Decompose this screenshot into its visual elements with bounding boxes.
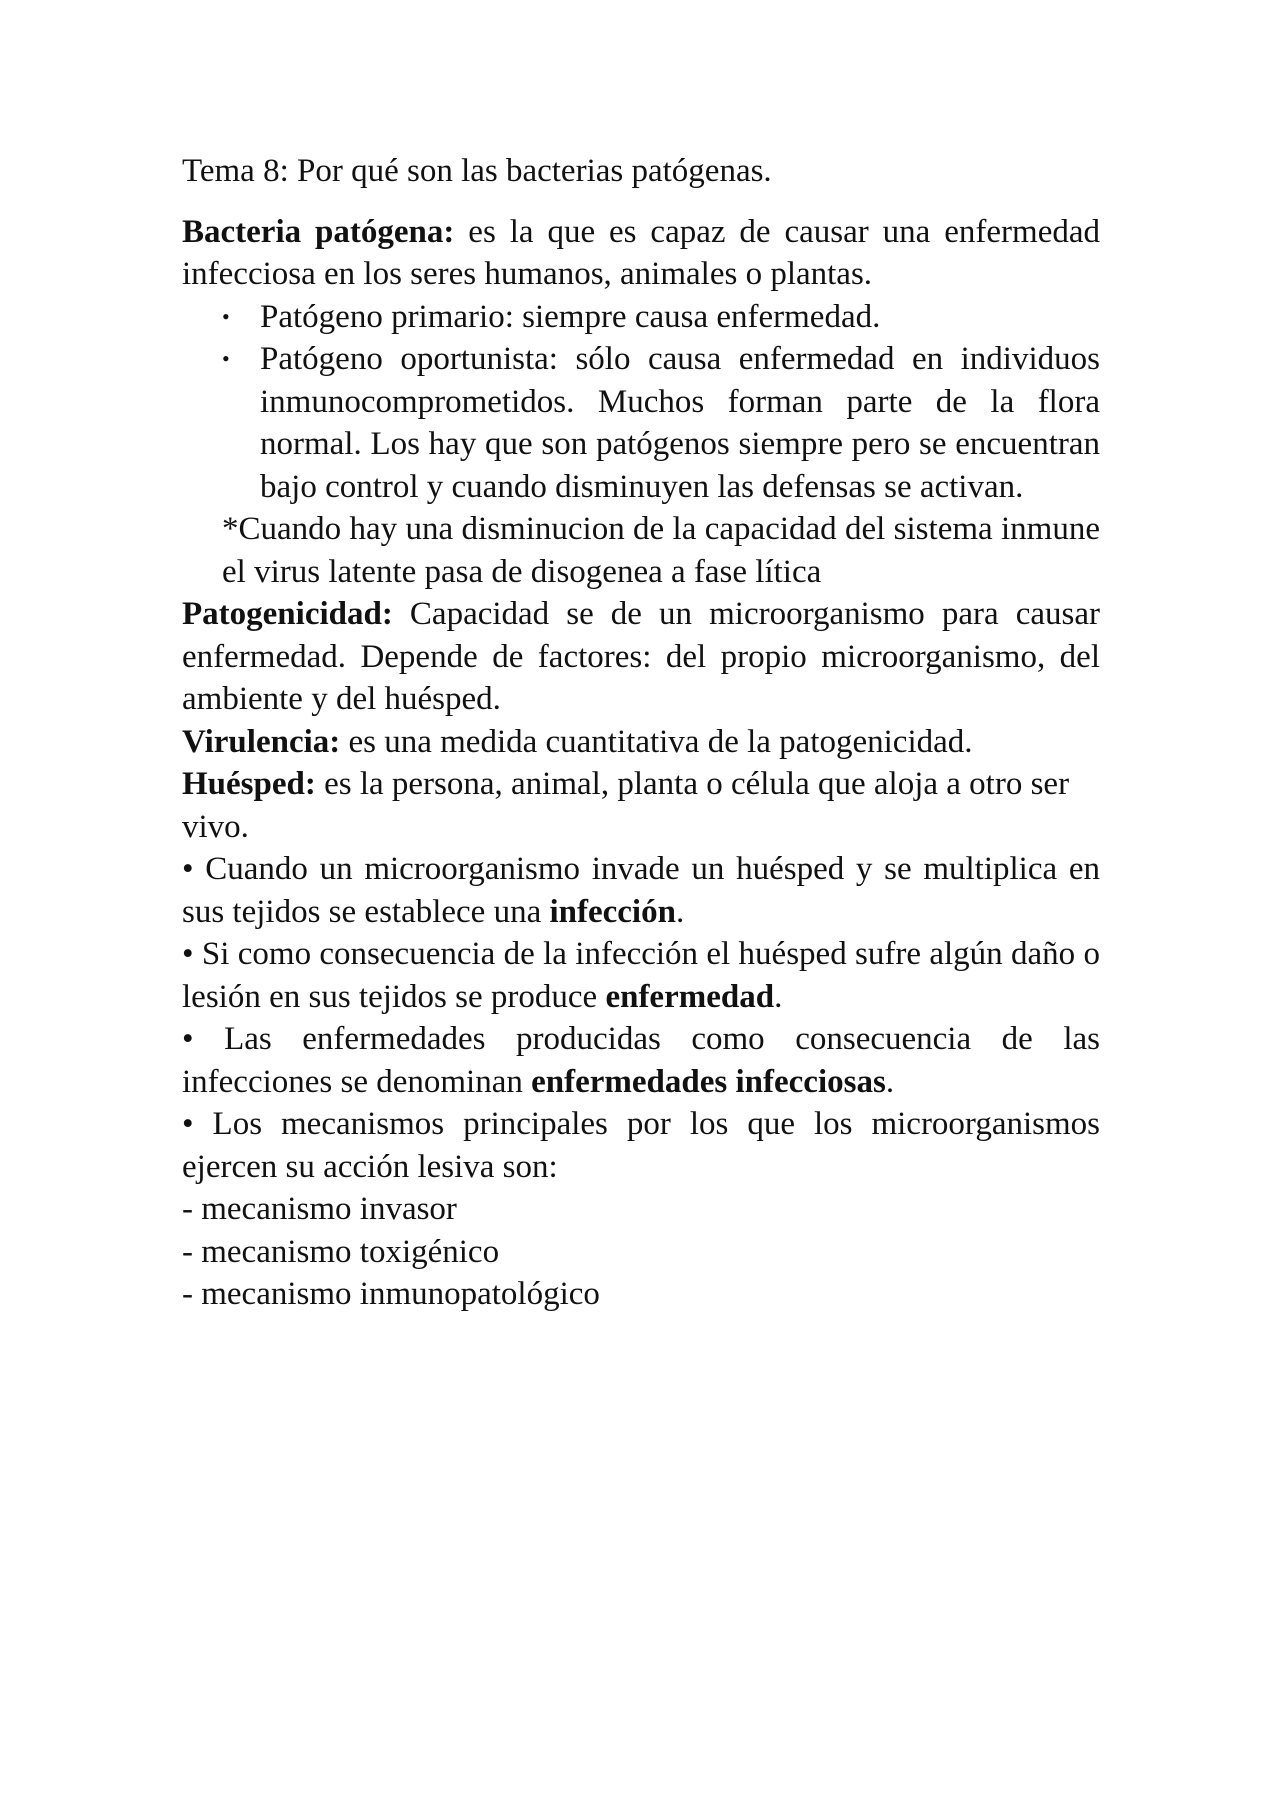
term-huesped: Huésped: <box>182 766 316 802</box>
point-enfermedades-infecciosas <box>182 1018 1100 1103</box>
term-virulencia: Virulencia: <box>182 723 341 760</box>
term-patogenicidad: Patogenicidad: <box>182 596 393 632</box>
point-suffix: . <box>885 1063 895 1100</box>
term-bacteria-patogena: Bacteria patógena: <box>182 213 455 250</box>
mechanisms-list <box>182 1188 1100 1316</box>
list-item-text: Patógeno oportunista: sólo causa enfermedad en individuos inmunocomprometidos. Muchos forman parte de la flora normal. Los hay que son patógenos siempre pero se encuentran bajo control y cuando disminuyen las defensas se activan. <box>260 341 1100 505</box>
bullet-icon: • <box>222 346 230 371</box>
term-enfermedades-infecciosas: enfermedades infecciosas <box>531 1063 886 1100</box>
pathogen-types-list <box>182 296 1100 509</box>
point-enfermedad <box>182 933 1100 1018</box>
definition-text: es una medida cuantitativa de la patogenicidad. <box>348 723 973 760</box>
list-item-text: Patógeno primario: siempre causa enfermedad. <box>260 298 881 335</box>
point-mecanismos <box>182 1103 1100 1188</box>
definition-text: Capacidad se de un microorganismo para causar enfermedad. Depende de factores: del propio microorganismo, del ambiente y del huésped. <box>182 596 1100 717</box>
term-enfermedad: enfermedad <box>605 978 775 1015</box>
point-text: • Cuando un microorganismo invade un huésped y se multiplica en sus tejidos se establece una <box>182 851 1100 930</box>
definition-patogenicidad <box>182 593 1100 721</box>
definition-virulencia <box>182 721 1100 764</box>
latent-virus-note: *Cuando hay una disminucion de la capacidad del sistema inmune el virus latente pasa de disogenea a fase lítica <box>222 511 1100 590</box>
point-text: • Las enfermedades producidas como consecuencia de las infecciones se denominan <box>182 1021 1100 1100</box>
point-infeccion <box>182 848 1100 933</box>
point-text: • Los mecanismos principales por los que los microorganismos ejercen su acción lesiva son: <box>182 1106 1100 1185</box>
definition-text: es la persona, animal, planta o célula que aloja a otro ser <box>324 766 1070 802</box>
definition-bacteria-patogena <box>182 211 1100 296</box>
list-item <box>222 296 1100 339</box>
definition-text: es la que es capaz de causar una enfermedad infecciosa en los seres humanos, animales o plantas. <box>182 213 1100 292</box>
point-text: • Si como consecuencia de la infección el huésped sufre algún daño o lesión en sus tejidos se produce <box>182 936 1100 1015</box>
point-suffix: . <box>675 893 685 930</box>
term-infeccion: infección <box>549 893 676 930</box>
document-page <box>182 150 1100 1316</box>
document-title: Tema 8: Por qué son las bacterias patógenas. <box>182 153 772 189</box>
definition-huesped <box>182 763 1100 806</box>
list-item: - mecanismo inmunopatológico <box>182 1276 600 1312</box>
definition-huesped-continuation: vivo. <box>182 808 249 845</box>
list-item <box>222 338 1100 508</box>
list-item: - mecanismo toxigénico <box>182 1233 500 1270</box>
list-item: - mecanismo invasor <box>182 1191 457 1227</box>
bullet-icon: • <box>222 303 230 329</box>
point-suffix: . <box>774 978 783 1015</box>
